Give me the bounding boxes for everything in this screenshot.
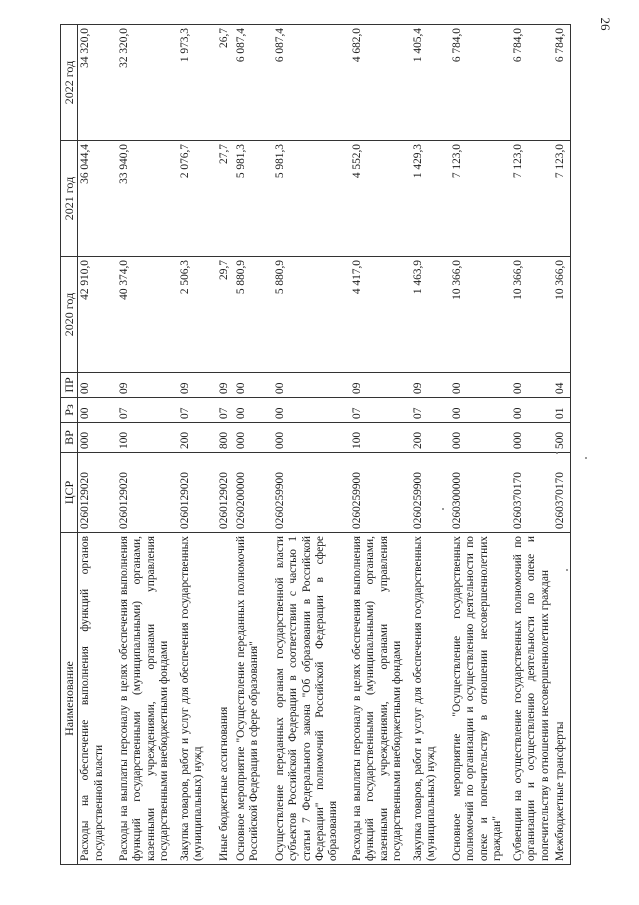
cell-rz: 00 xyxy=(450,398,511,423)
cell-rz: 00 xyxy=(273,398,350,423)
cell-vr: 000 xyxy=(273,423,350,453)
cell-vr: 200 xyxy=(411,423,450,453)
cell-vr: 000 xyxy=(234,423,273,453)
cell-csr: 0260300000 xyxy=(450,453,511,533)
cell-rz: 00 xyxy=(234,398,273,423)
cell-pr: 09 xyxy=(350,373,411,398)
cell-2020: 10 366,0 xyxy=(553,257,570,373)
cell-rz: 00 xyxy=(511,398,553,423)
cell-pr: 09 xyxy=(117,373,178,398)
cell-name: Закупка товаров, работ и услуг для обеспечения государственных (муниципальных) нужд xyxy=(178,533,217,865)
table-row xyxy=(217,25,234,865)
cell-rz: 07 xyxy=(350,398,411,423)
cell-vr: 100 xyxy=(117,423,178,453)
cell-name: Расходы на обеспечение выполнения функций органов государственной власти xyxy=(78,533,117,865)
cell-vr: 000 xyxy=(78,423,117,453)
budget-table xyxy=(60,24,571,865)
header-2022: 2022 год xyxy=(61,25,78,141)
cell-pr: 00 xyxy=(234,373,273,398)
header-2021: 2021 год xyxy=(61,141,78,257)
table-row xyxy=(511,25,553,865)
cell-vr: 800 xyxy=(217,423,234,453)
rotated-page-content xyxy=(60,25,632,865)
table-row xyxy=(78,25,117,865)
scan-speck xyxy=(585,457,587,459)
cell-2022: 6 784,0 xyxy=(511,25,553,141)
scan-speck xyxy=(556,452,558,454)
cell-2022: 4 682,0 xyxy=(350,25,411,141)
cell-2022: 26,7 xyxy=(217,25,234,141)
cell-2021: 7 123,0 xyxy=(553,141,570,257)
cell-2021: 7 123,0 xyxy=(450,141,511,257)
cell-2020: 5 880,9 xyxy=(234,257,273,373)
table-row xyxy=(553,25,570,865)
cell-2021: 2 076,7 xyxy=(178,141,217,257)
cell-name: Закупка товаров, работ и услуг для обеспечения государственных (муниципальных) нужд xyxy=(411,533,450,865)
cell-name: Основное мероприятие "Осуществление государственных полномочий по организации и осуществлению деятельности по опеке и попечительству в отношении несовершеннолетних граждан" xyxy=(450,533,511,865)
cell-csr: 0260129020 xyxy=(78,453,117,533)
cell-rz: 07 xyxy=(117,398,178,423)
cell-rz: 01 xyxy=(553,398,570,423)
table-row xyxy=(273,25,350,865)
cell-2022: 6 087,4 xyxy=(234,25,273,141)
cell-pr: 09 xyxy=(411,373,450,398)
table-body xyxy=(78,25,570,865)
page-number: 26 xyxy=(598,17,613,31)
cell-csr: 0260129020 xyxy=(178,453,217,533)
table-header xyxy=(61,25,78,865)
cell-rz: 00 xyxy=(78,398,117,423)
cell-2020: 29,7 xyxy=(217,257,234,373)
cell-vr: 000 xyxy=(450,423,511,453)
cell-2021: 5 981,3 xyxy=(273,141,350,257)
cell-2022: 6 087,4 xyxy=(273,25,350,141)
header-2020: 2020 год xyxy=(61,257,78,373)
cell-2021: 4 552,0 xyxy=(350,141,411,257)
table-row xyxy=(350,25,411,865)
header-vr: ВР xyxy=(61,423,78,453)
cell-2020: 10 366,0 xyxy=(511,257,553,373)
cell-2021: 27,7 xyxy=(217,141,234,257)
cell-vr: 500 xyxy=(553,423,570,453)
header-rz: Рз xyxy=(61,398,78,423)
cell-csr: 0260200000 xyxy=(234,453,273,533)
cell-2022: 1 973,3 xyxy=(178,25,217,141)
header-csr: ЦСР xyxy=(61,453,78,533)
cell-name: Межбюджетные трансферты xyxy=(553,533,570,865)
cell-2020: 40 374,0 xyxy=(117,257,178,373)
cell-2020: 42 910,0 xyxy=(78,257,117,373)
header-pr: ПР xyxy=(61,373,78,398)
table-row xyxy=(117,25,178,865)
cell-rz: 07 xyxy=(411,398,450,423)
cell-rz: 07 xyxy=(217,398,234,423)
cell-2021: 36 044,4 xyxy=(78,141,117,257)
cell-pr: 09 xyxy=(217,373,234,398)
cell-2020: 5 880,9 xyxy=(273,257,350,373)
header-name: Наименование xyxy=(61,533,78,865)
table-row xyxy=(178,25,217,865)
scan-speck xyxy=(442,508,444,510)
cell-csr: 0260129020 xyxy=(117,453,178,533)
cell-csr: 0260259900 xyxy=(350,453,411,533)
cell-2020: 2 506,3 xyxy=(178,257,217,373)
cell-pr: 00 xyxy=(450,373,511,398)
cell-2022: 1 405,4 xyxy=(411,25,450,141)
cell-vr: 100 xyxy=(350,423,411,453)
table-row xyxy=(450,25,511,865)
cell-name: Расходы на выплаты персоналу в целях обеспечения выполнения функций государственными (муниципальными) органами, казенными учреждениями, органами управления государственными внебюджетными фондами xyxy=(350,533,411,865)
cell-pr: 04 xyxy=(553,373,570,398)
table-row xyxy=(234,25,273,865)
cell-name: Субвенции на осуществление государственных полномочий по организации и осуществлению деятельности по опеке и попечительству в отношении несовершеннолетних граждан xyxy=(511,533,553,865)
cell-2022: 6 784,0 xyxy=(450,25,511,141)
cell-name: Иные бюджетные ассигнования xyxy=(217,533,234,865)
table-row xyxy=(411,25,450,865)
cell-csr: 0260129020 xyxy=(217,453,234,533)
cell-2020: 1 463,9 xyxy=(411,257,450,373)
cell-pr: 00 xyxy=(511,373,553,398)
cell-csr: 0260259900 xyxy=(273,453,350,533)
cell-2022: 34 320,0 xyxy=(78,25,117,141)
cell-csr: 0260370170 xyxy=(511,453,553,533)
cell-2021: 7 123,0 xyxy=(511,141,553,257)
cell-pr: 00 xyxy=(78,373,117,398)
cell-2021: 1 429,3 xyxy=(411,141,450,257)
cell-rz: 07 xyxy=(178,398,217,423)
cell-name: Осуществление переданных органам государственной власти субъектов Российской Федерации в соответствии с частью 1 статьи 7 Федерального закона "Об образовании в Российской Федерации" полномочий Российской Федерации в сфере образования xyxy=(273,533,350,865)
cell-2022: 6 784,0 xyxy=(553,25,570,141)
cell-vr: 200 xyxy=(178,423,217,453)
scan-speck xyxy=(566,569,568,571)
cell-csr: 0260259900 xyxy=(411,453,450,533)
cell-vr: 000 xyxy=(511,423,553,453)
cell-2021: 33 940,0 xyxy=(117,141,178,257)
cell-2020: 10 366,0 xyxy=(450,257,511,373)
cell-2022: 32 320,0 xyxy=(117,25,178,141)
cell-csr: 0260370170 xyxy=(553,453,570,533)
cell-pr: 09 xyxy=(178,373,217,398)
cell-2021: 5 981,3 xyxy=(234,141,273,257)
cell-pr: 00 xyxy=(273,373,350,398)
cell-name: Основное мероприятие "Осуществление переданных полномочий Российской Федерации в сфере образования" xyxy=(234,533,273,865)
cell-2020: 4 417,0 xyxy=(350,257,411,373)
cell-name: Расходы на выплаты персоналу в целях обеспечения выполнения функций государственными (муниципальными) органами, казенными учреждениями, органами управления государственными внебюджетными фондами xyxy=(117,533,178,865)
